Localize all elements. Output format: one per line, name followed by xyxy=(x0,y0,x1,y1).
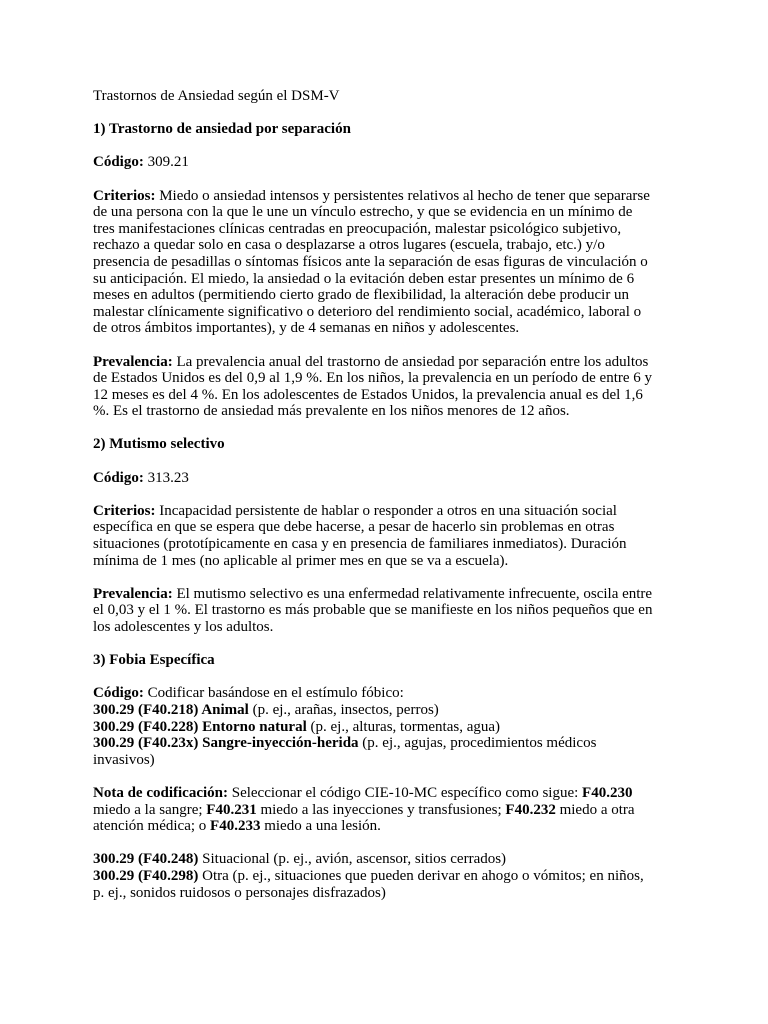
section2-prevalence xyxy=(93,586,683,636)
code-intro-line: Código: Codificar basándose en el estímulo fóbico: xyxy=(93,685,404,702)
section-heading-specific-phobia: 3) Fobia Específica xyxy=(93,652,215,669)
criteria-line: Criterios: Miedo o ansiedad intensos y persistentes relativos al hecho de tener que separarse xyxy=(93,187,650,204)
criteria-line: malestar clínicamente significativo o deterioro del rendimiento social, académico, laboral o xyxy=(93,303,642,320)
code-other-line: 300.29 (F40.298) Otra (p. ej., situaciones que pueden derivar en ahogo o vómitos; en niños, xyxy=(93,867,644,884)
code-other-line: p. ej., sonidos ruidosos o personajes disfrazados) xyxy=(93,884,386,901)
section3-codes xyxy=(93,685,683,768)
criteria-line: rechazo a quedar solo en casa o desplazarse a otros lugares (escuela, trabajo, etc.) y/o xyxy=(93,237,605,254)
coding-note-line: miedo a la sangre; F40.231 miedo a las inyecciones y transfusiones; F40.232 miedo a otra xyxy=(93,801,635,818)
prevalence-line: de Estados Unidos es del 0,9 al 1,9 %. En los niños, la prevalencia en un período de entre 6 y xyxy=(93,370,653,387)
criteria-line: presencia de pesadillas o síntomas físicos ante la separación de esas figuras de vinculación o xyxy=(93,253,648,270)
document-title: Trastornos de Ansiedad según el DSM-V xyxy=(93,88,340,104)
prevalence-line: %. Es el trastorno de ansiedad más prevalente en los niños menores de 12 años. xyxy=(93,403,570,420)
prevalence-line: Prevalencia: La prevalencia anual del trastorno de ansiedad por separación entre los adultos xyxy=(93,353,649,370)
section2-criteria xyxy=(93,503,683,569)
criteria-line: de una persona con la que le une un vínculo estrecho, y que se evidencia en un mínimo de xyxy=(93,204,633,221)
section3-more-codes xyxy=(93,851,683,901)
criteria-line: meses en adultos (permitiendo cierto grado de flexibilidad, la alteración debe producir un xyxy=(93,287,630,304)
prevalence-line: el 0,03 y el 1 %. El trastorno es más probable que se manifieste en los niños pequeños que en xyxy=(93,602,653,619)
prevalence-line: 12 meses es del 4 %. En los adolescentes de Estados Unidos, la prevalencia anual es del 1,6 xyxy=(93,386,643,403)
criteria-line: específica en que se espera que debe hacerse, a pesar de hacerlo sin problemas en otras xyxy=(93,519,615,536)
criteria-line: de otros ámbitos importantes), y de 4 semanas en niños y adolescentes. xyxy=(93,320,520,337)
code-natural-line: 300.29 (F40.228) Entorno natural (p. ej., alturas, tormentas, agua) xyxy=(93,718,501,735)
criteria-line: situaciones (prototípicamente en casa y en presencia de familiares inmediatos). Duración xyxy=(93,536,627,553)
criteria-line: mínima de 1 mes (no aplicable al primer mes en que se va a escuela). xyxy=(93,552,509,569)
criteria-line: tres manifestaciones clínicas centradas en preocupación, malestar psicológico subjetivo, xyxy=(93,220,622,237)
criteria-line: su anticipación. El miedo, la ansiedad o la evitación deben estar presentes un mínimo de 6 xyxy=(93,270,635,287)
code-blood-line: 300.29 (F40.23x) Sangre-inyección-herida (p. ej., agujas, procedimientos médicos xyxy=(93,735,597,752)
section-heading-selective-mutism: 2) Mutismo selectivo xyxy=(93,436,225,453)
prevalence-line: Prevalencia: El mutismo selectivo es una enfermedad relativamente infrecuente, oscila entre xyxy=(93,585,653,602)
section1-code: Código: 309.21 xyxy=(93,154,189,171)
code-situational-line: 300.29 (F40.248) Situacional (p. ej., avión, ascensor, sitios cerrados) xyxy=(93,851,507,868)
criteria-line: Criterios: Incapacidad persistente de hablar o responder a otros en una situación social xyxy=(93,502,617,519)
coding-note-line: atención médica; o F40.233 miedo a una lesión. xyxy=(93,818,381,835)
code-animal-line: 300.29 (F40.218) Animal (p. ej., arañas, insectos, perros) xyxy=(93,701,439,718)
section-heading-separation-anxiety: 1) Trastorno de ansiedad por separación xyxy=(93,121,351,138)
section1-criteria xyxy=(93,188,683,337)
document-page xyxy=(93,88,683,918)
coding-note xyxy=(93,785,683,835)
section2-code: Código: 313.23 xyxy=(93,469,189,486)
coding-note-line: Nota de codificación: Seleccionar el código CIE-10-MC específico como sigue: F40.230 xyxy=(93,784,633,801)
prevalence-line: los adolescentes y los adultos. xyxy=(93,619,274,635)
section1-prevalence xyxy=(93,354,683,420)
code-blood-line: invasivos) xyxy=(93,751,155,768)
